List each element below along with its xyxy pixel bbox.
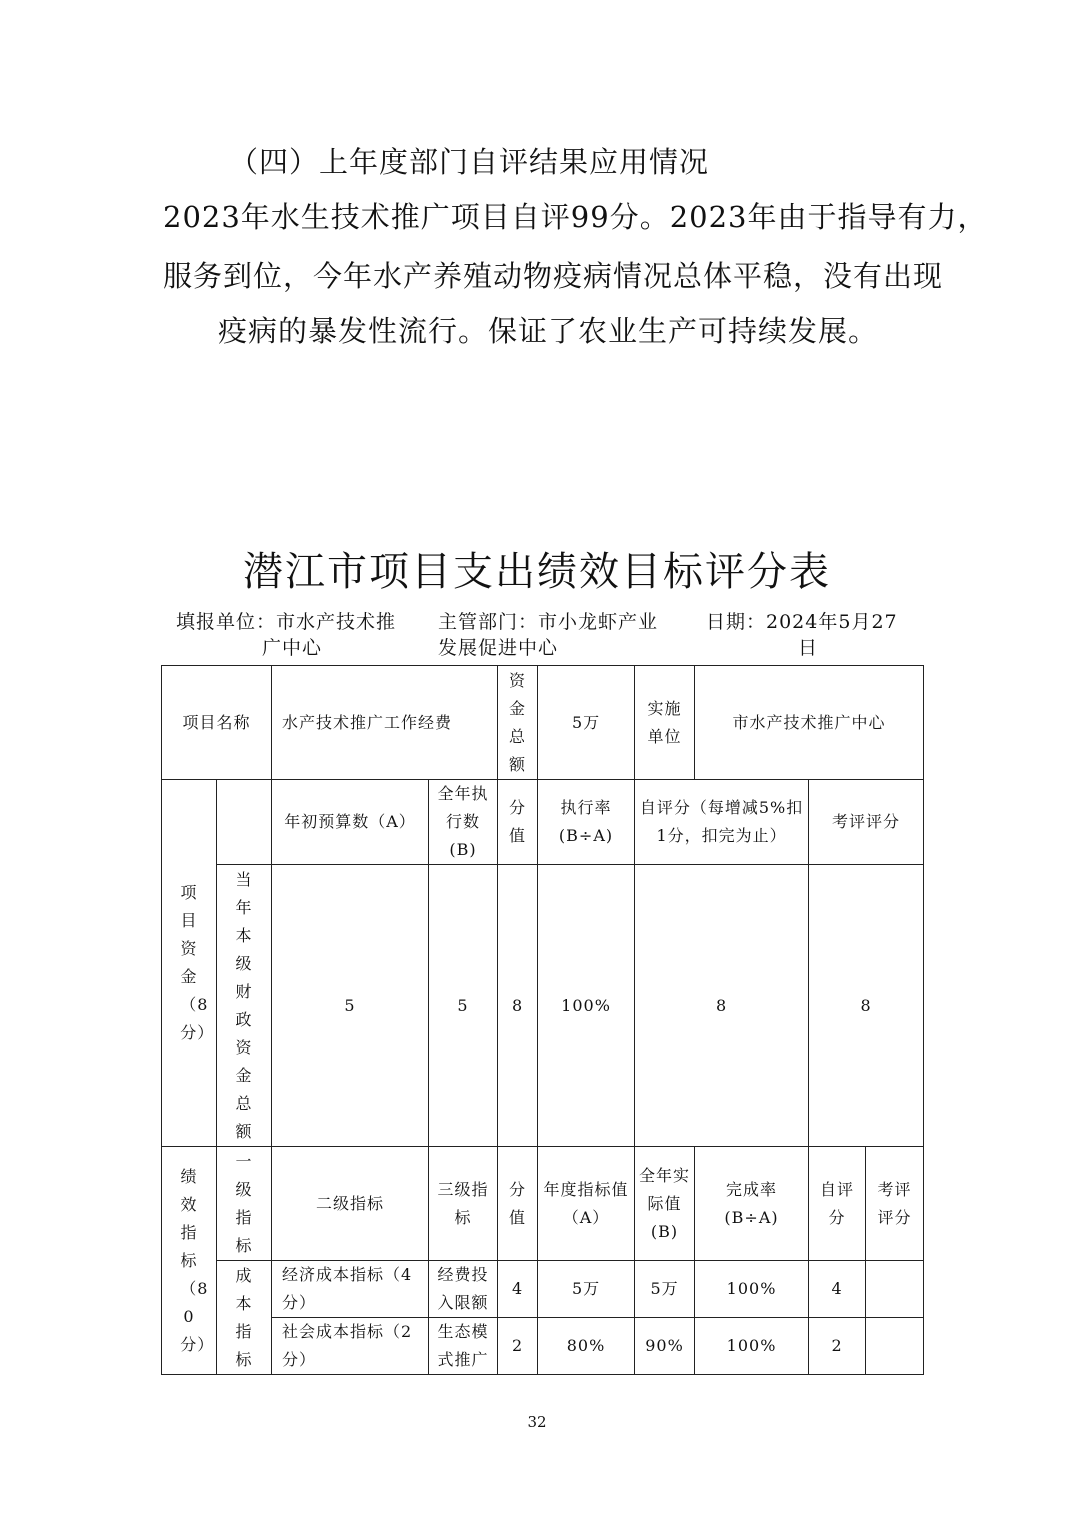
- level1-header: 一级指标: [217, 1147, 272, 1261]
- score-value: 8: [498, 865, 538, 1147]
- level2-cell: 经济成本指标（4分）: [272, 1261, 429, 1318]
- project-info-row: [162, 666, 924, 780]
- actual-cell: 90%: [635, 1318, 695, 1375]
- self-eval-cell: 4: [809, 1261, 866, 1318]
- self-eval-header: 自评分: [809, 1147, 866, 1261]
- exec-rate-value: 100%: [538, 865, 635, 1147]
- paragraph-line-3: 疫病的暴发性流行。保证了农业生产可持续发展。: [218, 314, 879, 348]
- fund-total-value: 5万: [538, 666, 635, 780]
- review-eval-header: 考评评分: [866, 1147, 924, 1261]
- perf-header-row: [162, 1147, 924, 1261]
- report-date-cont: 日: [798, 637, 819, 659]
- document-title: 潜江市项目支出绩效目标评分表: [243, 549, 831, 595]
- cost-indicator-label: 成本指标: [217, 1261, 272, 1375]
- executed-value: 5: [429, 865, 498, 1147]
- executed-header: 全年执行数(B): [429, 780, 498, 865]
- actual-value-header: 全年实际值(B): [635, 1147, 695, 1261]
- review-eval-cell: [866, 1261, 924, 1318]
- review-score-header: 考评评分: [809, 780, 924, 865]
- target-cell: 80%: [538, 1318, 635, 1375]
- perf-row: [162, 1318, 924, 1375]
- budget-header: 年初预算数（A）: [272, 780, 429, 865]
- perf-indicators-label: 绩效指标（80分）: [162, 1147, 217, 1375]
- page-number: 32: [527, 1413, 547, 1431]
- self-score-header: 自评分（每增减5%扣1分，扣完为止）: [635, 780, 809, 865]
- reporting-unit-label: 填报单位：市水产技术推: [176, 611, 397, 633]
- completion-cell: 100%: [695, 1318, 809, 1375]
- paragraph-line-1: 2023年水生技术推广项目自评99分。2023年由于指导有力，: [163, 200, 988, 234]
- report-date: [706, 609, 898, 661]
- self-score-value: 8: [635, 865, 809, 1147]
- score-table: [161, 665, 924, 1375]
- level3-cell: 生态模式推广: [429, 1318, 498, 1375]
- perf-score-header: 分值: [498, 1147, 538, 1261]
- project-name-label: 项目名称: [162, 666, 272, 780]
- level2-header: 二级指标: [272, 1147, 429, 1261]
- target-cell: 5万: [538, 1261, 635, 1318]
- paragraph-line-2: 服务到位，今年水产养殖动物疫病情况总体平稳，没有出现: [163, 259, 944, 293]
- review-eval-cell: [866, 1318, 924, 1375]
- self-eval-cell: 2: [809, 1318, 866, 1375]
- level3-cell: 经费投入限额: [429, 1261, 498, 1318]
- perf-score-cell: 2: [498, 1318, 538, 1375]
- fund-source-label: 当年本级财政资金总额: [217, 865, 272, 1147]
- exec-rate-header: 执行率(B÷A): [538, 780, 635, 865]
- level2-cell: 社会成本指标（2分）: [272, 1318, 429, 1375]
- supervising-dept-label: 主管部门：市小龙虾产业: [438, 611, 659, 633]
- impl-unit-label: 实施单位: [635, 666, 695, 780]
- completion-header: 完成率(B÷A): [695, 1147, 809, 1261]
- annual-target-header: 年度指标值（A）: [538, 1147, 635, 1261]
- reporting-unit-cont: 广中心: [262, 637, 323, 659]
- score-header: 分值: [498, 780, 538, 865]
- completion-cell: 100%: [695, 1261, 809, 1318]
- perf-row: [162, 1261, 924, 1318]
- supervising-dept-cont: 发展促进中心: [438, 637, 559, 659]
- reporting-unit: [176, 609, 396, 661]
- fund-total-label: 资金总额: [498, 666, 538, 780]
- section-heading: （四）上年度部门自评结果应用情况: [229, 145, 710, 179]
- report-date-label: 日期：2024年5月27: [706, 611, 898, 633]
- perf-score-cell: 4: [498, 1261, 538, 1318]
- level3-header: 三级指标: [429, 1147, 498, 1261]
- funds-header-blank: [217, 780, 272, 865]
- project-name-value: 水产技术推广工作经费: [272, 666, 498, 780]
- funds-data-row: [162, 865, 924, 1147]
- budget-value: 5: [272, 865, 429, 1147]
- project-funds-label: 项目资金（8分）: [162, 780, 217, 1147]
- funds-header-row: [162, 780, 924, 865]
- review-score-value: 8: [809, 865, 924, 1147]
- actual-cell: 5万: [635, 1261, 695, 1318]
- impl-unit-value: 市水产技术推广中心: [695, 666, 924, 780]
- supervising-dept: [438, 609, 658, 661]
